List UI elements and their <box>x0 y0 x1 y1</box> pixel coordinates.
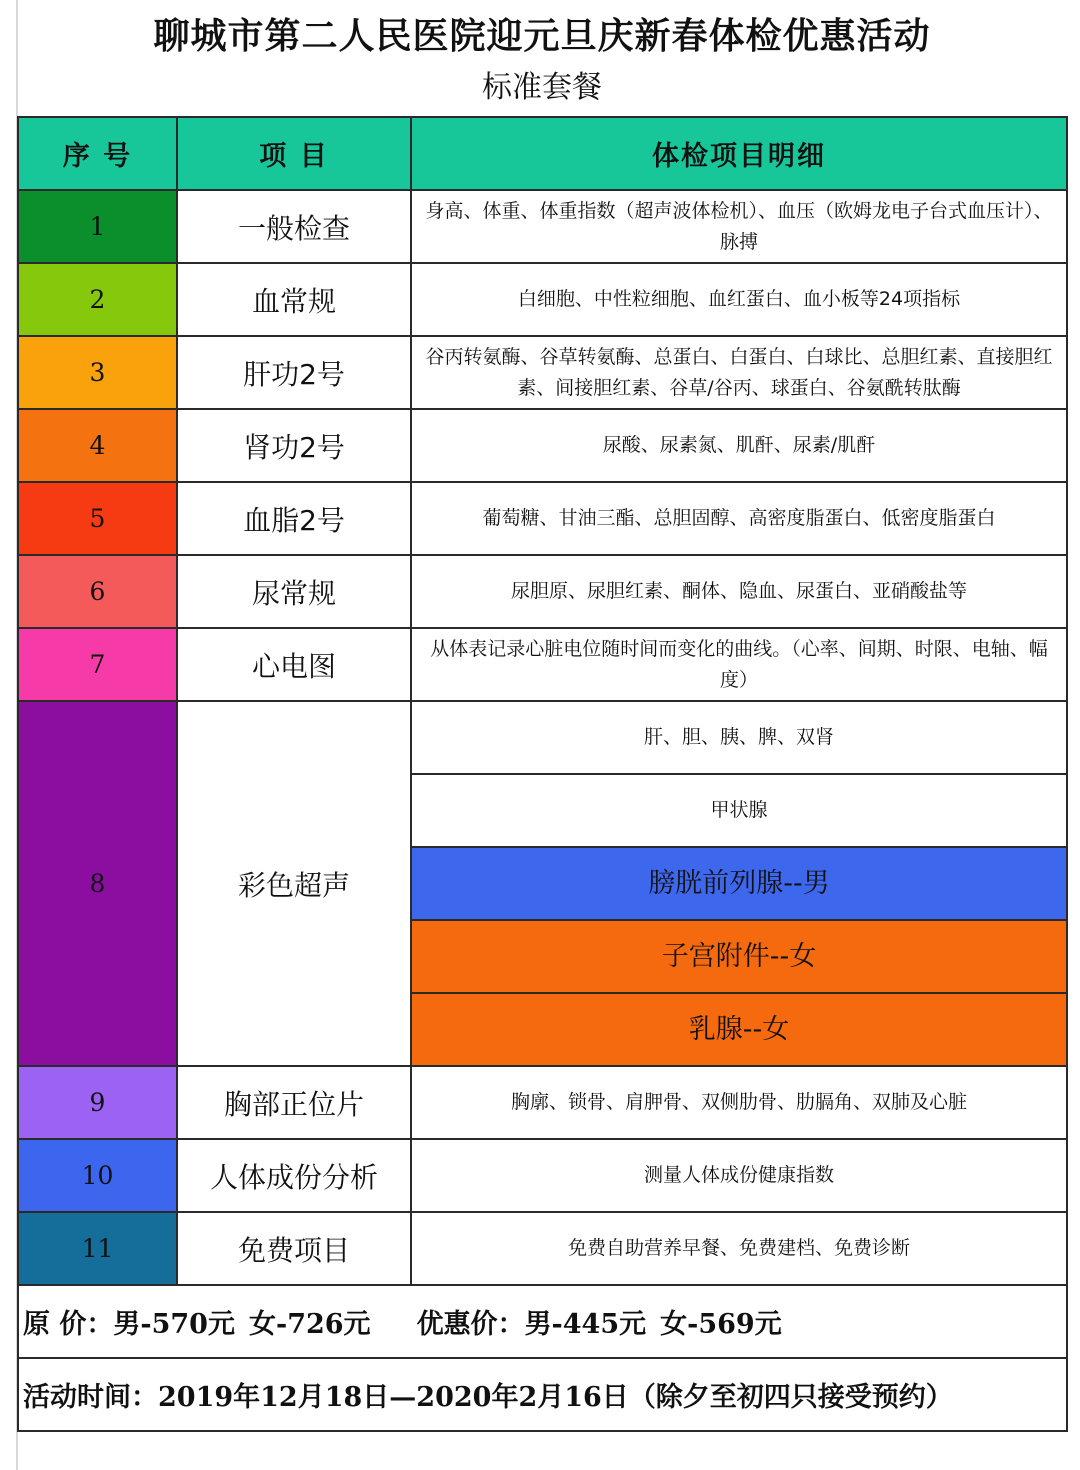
table-row-ultrasound <box>18 701 1067 774</box>
checkup-table <box>17 116 1068 1432</box>
row-num: 2 <box>18 263 177 336</box>
row-item: 肝功2号 <box>177 336 411 409</box>
row-detail: 肝、胆、胰、脾、双肾 <box>411 701 1067 774</box>
row-detail-highlight-female: 子宫附件--女 <box>411 920 1067 993</box>
row-item: 人体成份分析 <box>177 1139 411 1212</box>
activity-time: 活动时间：2019年12月18日—2020年2月16日（除夕至初四只接受预约） <box>18 1358 1067 1431</box>
row-detail: 身高、体重、体重指数（超声波体检机）、血压（欧姆龙电子台式血压计）、脉搏 <box>411 190 1067 263</box>
row-num: 1 <box>18 190 177 263</box>
table-row <box>18 1066 1067 1139</box>
row-item: 一般检查 <box>177 190 411 263</box>
table-row <box>18 190 1067 263</box>
table-row <box>18 1139 1067 1212</box>
row-detail: 白细胞、中性粒细胞、血红蛋白、血小板等24项指标 <box>411 263 1067 336</box>
row-detail: 甲状腺 <box>411 774 1067 847</box>
row-num: 9 <box>18 1066 177 1139</box>
discount-price-female: 女-569元 <box>660 1309 782 1340</box>
row-num: 8 <box>18 701 177 1066</box>
row-num: 5 <box>18 482 177 555</box>
row-item: 血脂2号 <box>177 482 411 555</box>
row-detail: 尿酸、尿素氮、肌酐、尿素/肌酐 <box>411 409 1067 482</box>
price-row <box>18 1285 1067 1358</box>
table-row <box>18 555 1067 628</box>
row-num: 6 <box>18 555 177 628</box>
row-item: 彩色超声 <box>177 701 411 1066</box>
price-cell <box>18 1285 1067 1358</box>
page-subtitle: 标准套餐 <box>482 70 602 105</box>
row-num: 7 <box>18 628 177 701</box>
table-row <box>18 1212 1067 1285</box>
row-item: 肾功2号 <box>177 409 411 482</box>
row-num: 3 <box>18 336 177 409</box>
table-row <box>18 263 1067 336</box>
table-header-row <box>18 117 1067 190</box>
table-row <box>18 409 1067 482</box>
header-detail: 体检项目明细 <box>411 117 1067 190</box>
discount-price-male: 男-445元 <box>524 1309 647 1340</box>
row-item: 尿常规 <box>177 555 411 628</box>
row-detail: 免费自助营养早餐、免费建档、免费诊断 <box>411 1212 1067 1285</box>
row-detail: 测量人体成份健康指数 <box>411 1139 1067 1212</box>
header-num: 序 号 <box>18 117 177 190</box>
row-item: 免费项目 <box>177 1212 411 1285</box>
table-row <box>18 628 1067 701</box>
row-detail: 从体表记录心脏电位随时间而变化的曲线。（心率、间期、时限、电轴、幅度） <box>411 628 1067 701</box>
row-num: 11 <box>18 1212 177 1285</box>
page-title: 聊城市第二人民医院迎元旦庆新春体检优惠活动 <box>153 16 931 57</box>
row-num: 10 <box>18 1139 177 1212</box>
original-price-female: 女-726元 <box>248 1309 371 1340</box>
row-item: 心电图 <box>177 628 411 701</box>
row-item: 血常规 <box>177 263 411 336</box>
table-row <box>18 336 1067 409</box>
row-detail: 尿胆原、尿胆红素、酮体、隐血、尿蛋白、亚硝酸盐等 <box>411 555 1067 628</box>
activity-row <box>18 1358 1067 1431</box>
row-detail-highlight-male: 膀胱前列腺--男 <box>411 847 1067 920</box>
row-detail: 胸廓、锁骨、肩胛骨、双侧肋骨、肋膈角、双肺及心脏 <box>411 1066 1067 1139</box>
original-price-label: 原 价： <box>23 1309 114 1340</box>
table-row <box>18 482 1067 555</box>
discount-price-label: 优惠价： <box>416 1309 525 1340</box>
original-price-male: 男-570元 <box>113 1309 235 1340</box>
row-num: 4 <box>18 409 177 482</box>
row-detail: 谷丙转氨酶、谷草转氨酶、总蛋白、白蛋白、白球比、总胆红素、直接胆红素、间接胆红素、谷草/谷丙、球蛋白、谷氨酰转肽酶 <box>411 336 1067 409</box>
header-item: 项 目 <box>177 117 411 190</box>
row-item: 胸部正位片 <box>177 1066 411 1139</box>
row-detail: 葡萄糖、甘油三酯、总胆固醇、高密度脂蛋白、低密度脂蛋白 <box>411 482 1067 555</box>
row-detail-highlight-female: 乳腺--女 <box>411 993 1067 1066</box>
